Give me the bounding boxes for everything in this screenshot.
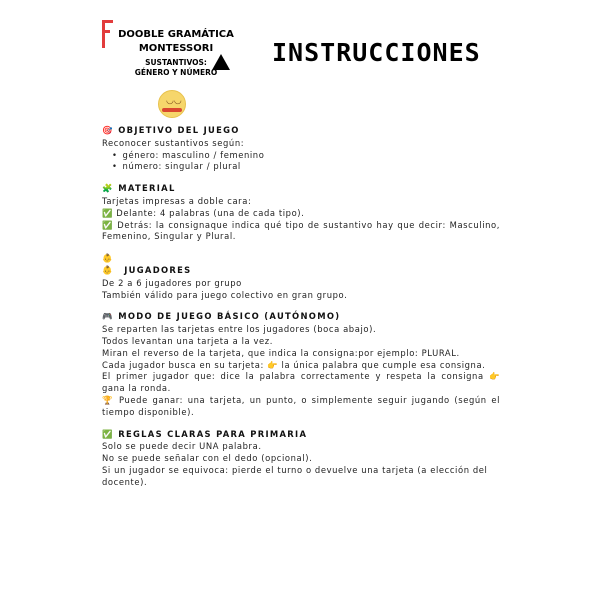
reglas-line3: Si un jugador se equivoca: pierde el turno o devuelve una tarjeta (a elección del docente). bbox=[102, 464, 488, 487]
target-icon: 🎯 bbox=[102, 125, 114, 135]
modo-line1: Se reparten las tarjetas entre los jugadores (boca abajo). bbox=[102, 324, 377, 335]
section-objetivo bbox=[102, 125, 500, 173]
pointer-icon: 👉 bbox=[267, 359, 279, 370]
material-front: Delante: 4 palabras (una de cada tipo). bbox=[116, 207, 305, 218]
triangle-icon bbox=[212, 54, 230, 70]
modo-line5a: El primer jugador que: dice la palabra correctamente y respeta la consigna bbox=[102, 371, 484, 382]
objetivo-intro: Reconocer sustantivos según: bbox=[102, 137, 245, 148]
avatar-badge-icon: ◡◡ bbox=[158, 90, 186, 118]
section-heading: MODO DE JUEGO BÁSICO (AUTÓNOMO) bbox=[118, 311, 341, 322]
logo-f-icon bbox=[102, 20, 114, 48]
modo-line4b: la única palabra que cumple esa consigna. bbox=[281, 359, 486, 370]
gamepad-icon: 🎮 bbox=[102, 311, 114, 322]
game-title-line1: DOOBLE GRAMÁTICA bbox=[118, 29, 234, 40]
puzzle-icon: 🧩 bbox=[102, 183, 114, 194]
subtitle-line2: GÉNERO Y NÚMERO bbox=[134, 68, 218, 77]
game-title-line2: MONTESSORI bbox=[138, 43, 214, 54]
material-back: Detrás: la consignaque indica qué tipo de sustantivo hay que decir: Masculino, Femenino, Singular y Plural. bbox=[102, 219, 501, 242]
section-reglas bbox=[102, 429, 500, 489]
header bbox=[100, 14, 520, 124]
jugadores-line2: También válido para juego colectivo en gran grupo. bbox=[102, 289, 348, 300]
modo-line4a: Cada jugador busca en su tarjeta: bbox=[102, 359, 264, 370]
game-title bbox=[114, 28, 238, 56]
subtitle-line1: SUSTANTIVOS: bbox=[145, 58, 207, 67]
players-icon: 👶👶 bbox=[102, 253, 114, 275]
objetivo-list bbox=[102, 150, 500, 174]
material-intro: Tarjetas impresas a doble cara: bbox=[102, 195, 252, 206]
modo-line3: Miran el reverso de la tarjeta, que indica la consigna:por ejemplo: PLURAL. bbox=[102, 347, 460, 358]
section-heading: MATERIAL bbox=[118, 183, 176, 194]
jugadores-line1: De 2 a 6 jugadores por grupo bbox=[102, 277, 242, 288]
section-heading: REGLAS CLARAS PARA PRIMARIA bbox=[118, 428, 308, 439]
list-item: • género: masculino / femenino bbox=[112, 150, 500, 162]
modo-line6: Puede ganar: una tarjeta, un punto, o simplemente seguir jugando (según el tiempo disponible). bbox=[102, 394, 500, 417]
instructions-body bbox=[102, 125, 500, 499]
section-heading: JUGADORES bbox=[124, 264, 192, 275]
section-material bbox=[102, 183, 500, 243]
reglas-line2: No se puede señalar con el dedo (opcional). bbox=[102, 453, 313, 464]
list-item: • número: singular / plural bbox=[112, 161, 500, 173]
check-icon: ✅ bbox=[102, 428, 114, 439]
check-icon: ✅ bbox=[102, 207, 114, 218]
page-title: INSTRUCCIONES bbox=[272, 38, 481, 67]
section-jugadores bbox=[102, 253, 500, 301]
trophy-icon: 🏆 bbox=[102, 394, 115, 405]
section-heading: OBJETIVO DEL JUEGO bbox=[118, 125, 240, 135]
pointer-icon: 👉 bbox=[488, 371, 501, 382]
reglas-line1: Solo se puede decir UNA palabra. bbox=[102, 441, 262, 452]
section-modo bbox=[102, 311, 500, 418]
modo-line5b: gana la ronda. bbox=[102, 383, 171, 394]
modo-line2: Todos levantan una tarjeta a la vez. bbox=[102, 335, 274, 346]
check-icon: ✅ bbox=[102, 219, 114, 230]
